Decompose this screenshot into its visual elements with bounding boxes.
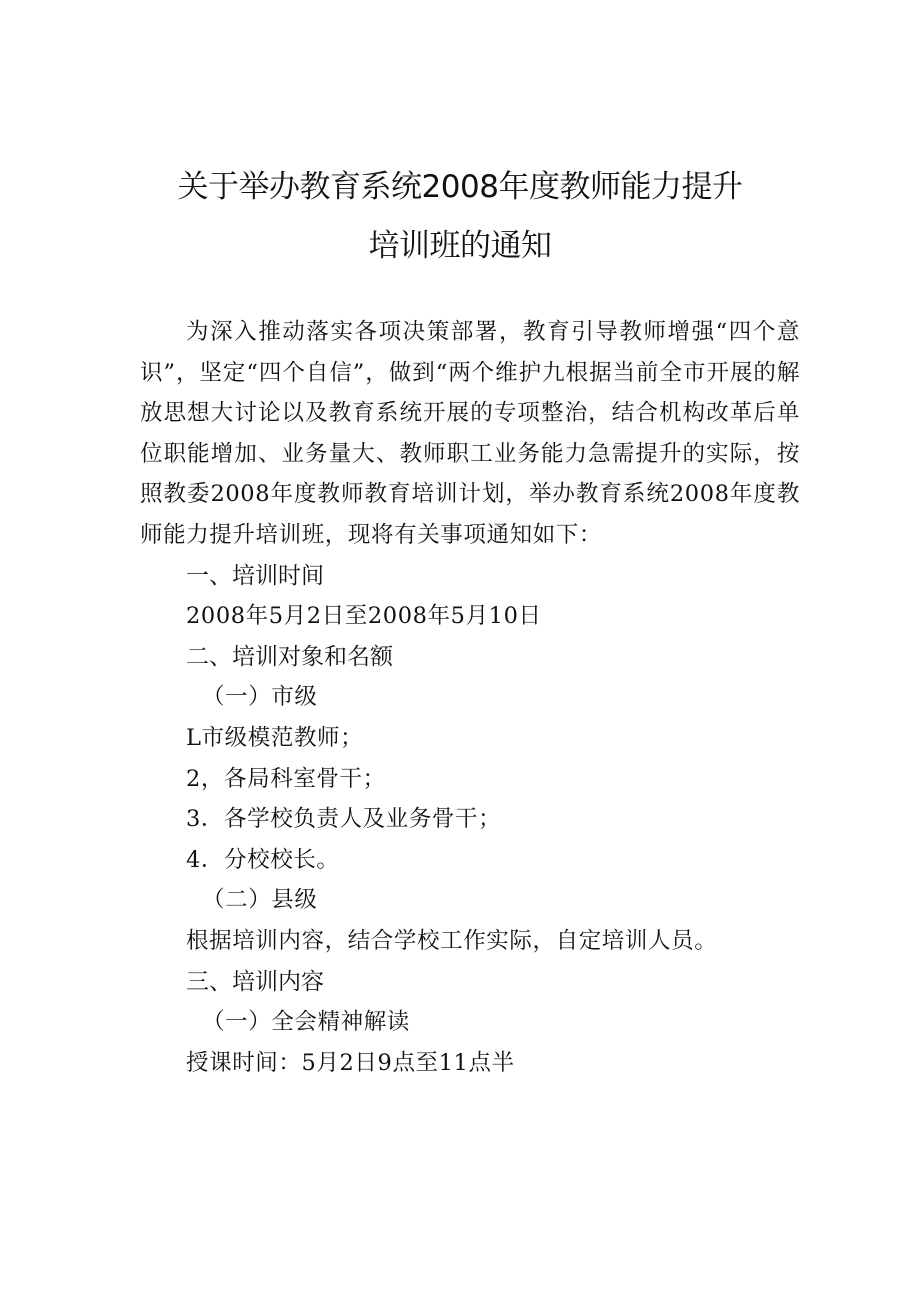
list-item-3: 3．各学校负责人及业务骨干；	[186, 806, 502, 833]
section-1-heading: 一、培训时间	[186, 562, 324, 589]
section-2-heading: 二、培训对象和名额	[186, 643, 393, 670]
document-body	[140, 312, 800, 1083]
list-item-4: 4．分校校长。	[186, 846, 340, 873]
subsection-county-level: （二）县级	[202, 887, 318, 914]
lecture-time: 授课时间：5月2日9点至11点半	[186, 1049, 515, 1076]
subsection-plenary-interpretation: （一）全会精神解读	[202, 1009, 410, 1036]
subsection-city-level: （一）市级	[202, 684, 318, 711]
document-title-line1: 关于举办教育系统2008年度教师能力提升	[177, 169, 743, 205]
intro-paragraph: 为深入推动落实各项决策部署，教育引导教师增强“四个意识”，坚定“四个自信”，做到“两个维护九根据当前全市开展的解放思想大讨论以及教育系统开展的专项整治，结合机构改革后单位职能增加、业务量大、教师职工业务能力急需提升的实际，按照教委2008年度教师教育培训计划，举办教育系统2008年度教师能力提升培训班，现将有关事项通知如下：	[140, 319, 800, 548]
county-level-text: 根据培训内容，结合学校工作实际，自定培训人员。	[186, 927, 718, 954]
training-dates: 2008年5月2日至2008年5月10日	[186, 603, 542, 630]
list-item-1: L市级模范教师；	[186, 724, 364, 751]
list-item-2: 2，各局科室骨干；	[186, 765, 386, 792]
document-title-line2: 培训班的通知	[368, 228, 552, 264]
section-3-heading: 三、培训内容	[186, 968, 324, 995]
